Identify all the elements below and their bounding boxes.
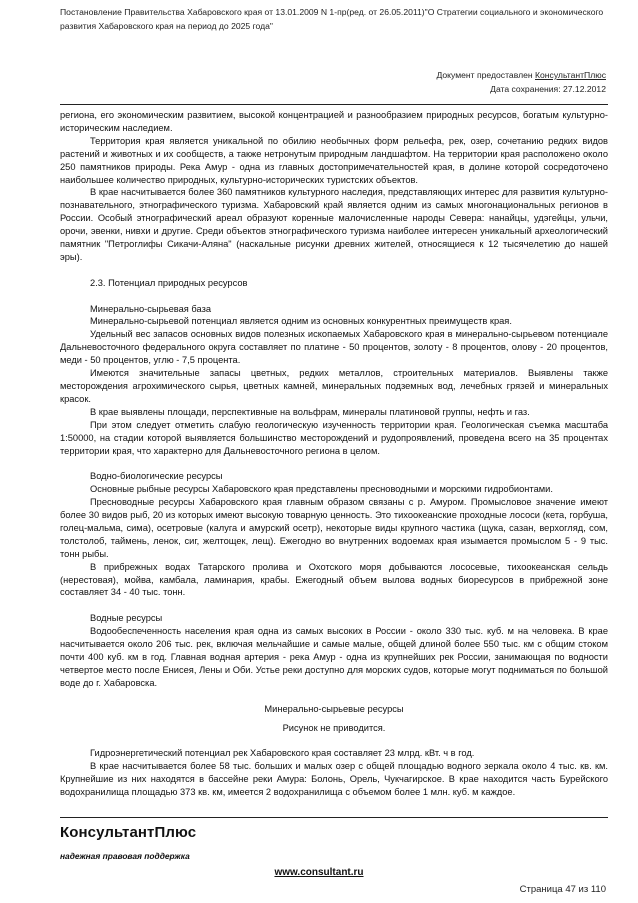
- provided-by-line: [436, 68, 606, 82]
- document-header-title: Постановление Правительства Хабаровского края от 13.01.2009 N 1-пр(ред. от 26.05.2011)"О Стратегии социального и экономического развития Хабаровского края на период до 2025 года": [60, 7, 604, 31]
- consultant-plus-link[interactable]: КонсультантПлюс: [535, 70, 606, 80]
- paragraph: При этом следует отметить слабую геологическую изученность территории края. Геологическая съемка масштаба 1:50000, на стадии которой выявляется большинство месторождений и рудопроявлений, проведена всего на 35 процентах территории края, что характерно для Дальневосточного региона в целом.: [60, 419, 608, 456]
- paragraph: В крае выявлены площади, перспективные на вольфрам, минералы платиновой группы, нефть и газ.: [90, 406, 530, 417]
- paragraph: Удельный вес запасов основных видов полезных ископаемых Хабаровского края в минерально-сырьевом потенциале Дальневосточного федерального округа составляет по платине - 50 процентов, золоту - 8 процентов, олову - 20 процентов, меди - 50 процентов, углю - 7,5 процента.: [60, 329, 608, 366]
- consultant-plus-logo: КонсультантПлюс: [60, 824, 197, 841]
- logo-tagline: надежная правовая поддержка: [60, 851, 190, 861]
- spacer: [60, 457, 608, 470]
- paragraph: Пресноводные ресурсы Хабаровского края главным образом связаны с р. Амуром. Промысловое значение имеют более 30 видов рыб, 20 из которых имеют высокую товарную ценность. Это тихоокеанские проходные лососи (кета, горбуша, голец-мальма, сима), осетровые (калуга и амурский осетр), некоторые виды крупного частика (щука, сазан, верхогляд, сом, толстолоб, таймень, ленок, сиг, желтощек, лещ). Ежегодно во внутренних водоемах края изымается промыслом 5 - 9 тыс. тонн рыбы.: [60, 497, 608, 559]
- subsection-heading: Водно-биологические ресурсы: [90, 471, 223, 482]
- spacer: [60, 690, 608, 703]
- saved-date: Дата сохранения: 27.12.2012: [490, 84, 606, 94]
- paragraph: В крае насчитывается более 58 тыс. больших и малых озер с общей площадью водного зеркала около 4 тыс. кв. км. Крупнейшие из них находятся в бассейне реки Амура: Болонь, Орель, Чукчагирское. В крае находится часть Бурейского водохранилища площадью 373 кв. км, имеется 2 водохранилища с объемом более 1 млн. куб. м каждое.: [60, 761, 608, 798]
- figure-title: Минерально-сырьевые ресурсы: [264, 703, 404, 714]
- header-divider: [60, 104, 608, 105]
- paragraph: Гидроэнергетический потенциал рек Хабаровского края составляет 23 млрд. кВт. ч в год.: [90, 748, 475, 759]
- document-provenance: [436, 68, 606, 96]
- spacer: [60, 290, 608, 303]
- spacer: [60, 734, 608, 747]
- section-heading: 2.3. Потенциал природных ресурсов: [90, 277, 248, 288]
- provided-by-prefix: Документ предоставлен: [436, 70, 535, 80]
- paragraph: Водообеспеченность населения края одна из самых высоких в России - около 330 тыс. куб. м на человека. В крае насчитывается около 206 тыс. рек, включая мельчайшие и самые малые, общей длиной более 550 тыс. км с общим стоком почти 400 куб. км в год. Главная водная артерия - река Амур - одна из крупнейших рек России, занимающая по водности четвертое место после Енисея, Лены и Оби. Устье реки доступно для морских судов, которые могут подниматься по большой воде до г. Хабаровска.: [60, 626, 608, 688]
- paragraph: В крае насчитывается более 360 памятников культурного наследия, представляющих интерес для развития культурно-познавательного, этнографического туризма. Хабаровский край является одним из самых многонациональных регионов в России. Особый этнографический ареал образуют коренные малочисленные народы Севера: нанайцы, удэгейцы, ульчи, орочи, эвенки, нивхи и другие. Среди объектов этнографического туризма наиболее интересен уникальный археологический памятник "Петроглифы Сикачи-Аляна" (наскальные рисунки древних жителей, относящиеся к 12 тысячелетию до нашей эры).: [60, 187, 608, 262]
- paragraph: Территория края является уникальной по обилию необычных форм рельефа, рек, озер, сочетанию редких видов растений и животных и их сообществ, а также нетронутым природным ландшафтом. На территории края расположено около 250 памятников природы. Река Амур - одна из главных достопримечательностей края, в долине которой сосредоточено наибольшее количество природных, культурно-исторических туристских объектов.: [60, 135, 608, 185]
- document-body: [60, 109, 608, 799]
- spacer: [60, 264, 608, 277]
- page-number: Страница 47 из 110: [519, 884, 606, 895]
- paragraph: Имеются значительные запасы цветных, редких металлов, строительных материалов. Выявлены также месторождения агрохимического сырья, цветных камней, минеральных подземных вод, лечебных грязей и минеральных красок.: [60, 368, 608, 404]
- paragraph: Минерально-сырьевой потенциал является одним из основных конкурентных преимуществ края.: [90, 316, 512, 327]
- footer-url: [0, 867, 638, 878]
- footer-divider: [60, 817, 608, 818]
- figure-note: Рисунок не приводится.: [282, 722, 386, 733]
- subsection-heading: Водные ресурсы: [90, 613, 163, 624]
- paragraph: Основные рыбные ресурсы Хабаровского края представлены пресноводными и морскими гидробионтами.: [90, 484, 553, 495]
- spacer: [60, 599, 608, 612]
- paragraph: региона, его экономическим развитием, высокой концентрацией и разнообразием природных ресурсов, богатым культурно-историческим наследием.: [60, 110, 608, 133]
- subsection-heading: Минерально-сырьевая база: [90, 303, 212, 314]
- paragraph: В прибрежных водах Татарского пролива и Охотского моря добываются лососевые, тихоокеанская сельдь (нерестовая), мойва, камбала, ламинария, крабы. Ежегодный объем вылова водных биоресурсов в прибрежной зоне составляет 34 - 40 тыс. тонн.: [60, 561, 608, 598]
- consultant-website-link[interactable]: www.consultant.ru: [274, 867, 364, 878]
